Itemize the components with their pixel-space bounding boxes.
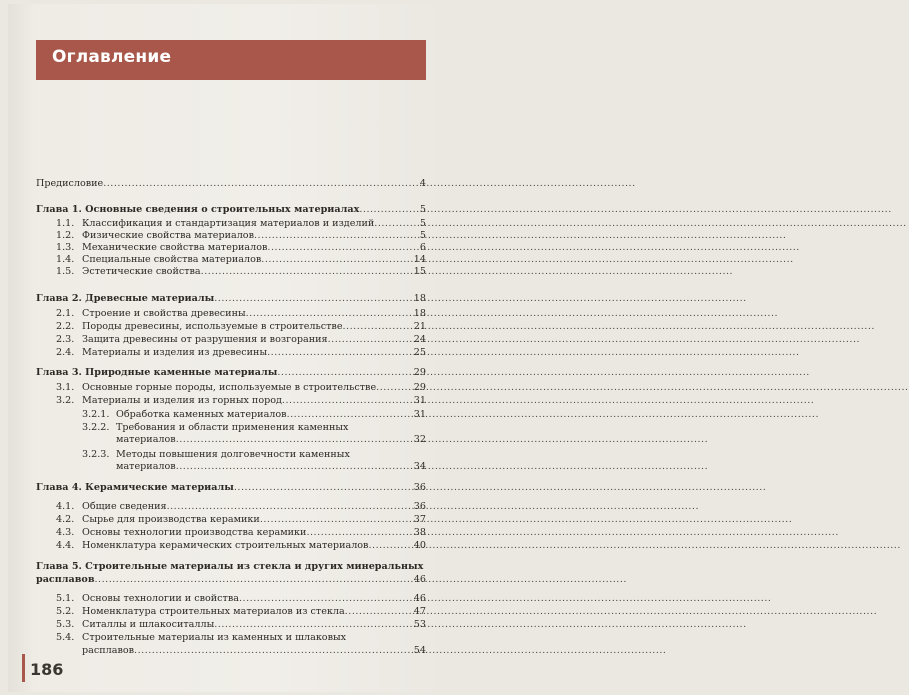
toc-section[interactable]: [56, 395, 426, 407]
toc-page-number: 32: [413, 434, 426, 445]
toc-page-number: 47: [413, 606, 426, 617]
dot-leader: [103, 178, 419, 190]
toc-chapter-label: Глава 4. Керамические материалы: [36, 482, 234, 493]
toc-page-number: 40: [413, 540, 426, 551]
toc-page-number: 6: [419, 242, 426, 253]
toc-page-number: 29: [413, 382, 426, 393]
toc-section-number: 4.3.: [56, 527, 75, 538]
dot-leader: [345, 606, 413, 618]
toc-section-number: 5.1.: [56, 593, 75, 604]
toc-subsection-continued[interactable]: [116, 461, 426, 473]
toc-page-number: 37: [413, 514, 426, 525]
toc-chapter-label: Глава 3. Природные каменные материалы: [36, 367, 278, 378]
toc-subsection-label: 3.2.2.: [82, 422, 110, 433]
toc-section-number: 4.2.: [56, 514, 75, 525]
dot-leader: [260, 514, 413, 526]
toc-section[interactable]: [56, 308, 426, 320]
dot-leader: [234, 482, 413, 494]
toc-chapter-5-label[interactable]: Глава 5. Строительные материалы из стекла и других минеральных: [36, 561, 424, 572]
toc-section-number: 3.1.: [56, 382, 75, 393]
dot-leader: [359, 204, 419, 216]
dot-leader: [374, 218, 419, 230]
toc-section-number: 4.4.: [56, 540, 75, 551]
page-title: Оглавление: [52, 47, 172, 67]
toc-section[interactable]: [56, 593, 426, 605]
dot-leader: [214, 293, 413, 305]
toc-section[interactable]: [56, 382, 426, 394]
toc-page-number: 38: [413, 527, 426, 538]
toc-section-label: Эстетические свойства: [82, 266, 201, 277]
toc-section[interactable]: [56, 540, 426, 552]
toc-subsection[interactable]: [82, 409, 426, 421]
dot-leader: [261, 254, 413, 266]
toc-section-label: Основы технологии и свойства: [82, 593, 239, 604]
toc-subsection-number: 3.2.3.: [82, 449, 110, 460]
dot-leader: [246, 308, 413, 320]
toc-section-label: Общие сведения: [82, 501, 167, 512]
dot-leader: [254, 230, 419, 242]
toc-section-label: Защита древесины от разрушения и возгорания: [82, 334, 328, 345]
toc-page-number: 29: [413, 367, 426, 378]
toc-chapter-3[interactable]: [36, 367, 426, 379]
dot-leader: [277, 367, 412, 379]
toc-page-number: 14: [413, 254, 426, 265]
dot-leader: [287, 409, 413, 421]
toc-section[interactable]: [56, 266, 426, 278]
toc-section-label: Классификация и стандартизация материалов и изделий: [82, 218, 375, 229]
toc-section-number: 2.2.: [56, 321, 75, 332]
toc-subsection-label[interactable]: Методы повышения долговечности каменных: [116, 449, 350, 460]
toc-page-number: 54: [413, 645, 426, 656]
toc-subsection-label-continued: материалов: [116, 434, 176, 445]
toc-page-number: 36: [413, 482, 426, 493]
toc-page-number: 5: [419, 218, 426, 229]
toc-chapter-5[interactable]: [36, 574, 426, 586]
toc-section-label: Строение и свойства древесины: [82, 308, 246, 319]
toc-section[interactable]: [56, 619, 426, 631]
toc-subsection-number: 3.2.1.: [82, 409, 110, 420]
toc-section-label: Ситаллы и шлакоситаллы: [82, 619, 215, 630]
toc-section[interactable]: [56, 254, 426, 266]
toc-section-label[interactable]: Строительные материалы из каменных и шлаковых: [82, 632, 347, 643]
toc-subsection-label-continued: материалов: [116, 461, 176, 472]
toc-section-label: Материалы и изделия из горных пород: [82, 395, 282, 406]
toc-section[interactable]: [56, 606, 426, 618]
dot-leader: [176, 434, 413, 446]
toc-section-label-continued: расплавов: [82, 645, 135, 656]
toc-page-number: 53: [413, 619, 426, 630]
toc-page-number: 4: [419, 178, 426, 189]
toc-section[interactable]: [56, 230, 426, 242]
dot-leader: [282, 395, 413, 407]
toc-section[interactable]: [56, 514, 426, 526]
toc-section-label: Номенклатура строительных материалов из стекла: [82, 606, 345, 617]
toc-section[interactable]: [56, 527, 426, 539]
page-number-accent-bar: [22, 654, 25, 682]
toc-section-number: 1.1.: [56, 218, 75, 229]
toc-section-number: 1.5.: [56, 266, 75, 277]
toc-subsection-continued[interactable]: [116, 434, 426, 446]
dot-leader: [328, 334, 413, 346]
toc-section[interactable]: [56, 242, 426, 254]
toc-section-number: 1.2.: [56, 230, 75, 241]
toc-section-number: 1.3.: [56, 242, 75, 253]
page-number: 186: [30, 660, 64, 679]
toc-page-number: 34: [413, 461, 426, 472]
toc-section-number: 5.2.: [56, 606, 75, 617]
toc-section-number: 2.4.: [56, 347, 75, 358]
toc-page-number: 15: [413, 266, 426, 277]
dot-leader: [214, 619, 413, 631]
toc-page-number: 24: [413, 334, 426, 345]
toc-section[interactable]: [56, 334, 426, 346]
toc-section[interactable]: [56, 347, 426, 359]
toc-entry-preface[interactable]: [36, 178, 426, 190]
toc-page-number: 46: [413, 593, 426, 604]
dot-leader: [167, 501, 413, 513]
toc-section-label: Номенклатура керамических строительных материалов: [82, 540, 369, 551]
toc-page-number: 21: [413, 321, 426, 332]
toc-section-number: 5.4.: [56, 632, 75, 643]
toc-page-number: 18: [413, 308, 426, 319]
toc-section-label: Сырье для производства керамики: [82, 514, 260, 525]
toc-page-number: 46: [413, 574, 426, 585]
dot-leader: [368, 540, 412, 552]
toc-subsection-label: Обработка каменных материалов: [116, 409, 287, 420]
toc-section-number: 1.4.: [56, 254, 75, 265]
toc-section-number: 4.1.: [56, 501, 75, 512]
toc-section-label: Материалы и изделия из древесины: [82, 347, 268, 358]
toc-section[interactable]: [56, 321, 426, 333]
toc-chapter-4[interactable]: [36, 482, 426, 494]
dot-leader: [239, 593, 413, 605]
toc-section-label: Специальные свойства материалов: [82, 254, 262, 265]
toc-chapter-label-continued: расплавов: [36, 574, 95, 585]
toc-section-number: 2.3.: [56, 334, 75, 345]
dot-leader: [376, 382, 413, 394]
toc-chapter-label: Глава 2. Древесные материалы: [36, 293, 215, 304]
dot-leader: [343, 321, 413, 333]
toc-page-number: 36: [413, 501, 426, 512]
toc-section-label: Породы древесины, используемые в строительстве: [82, 321, 343, 332]
toc-page-number: 31: [413, 409, 426, 420]
toc-page-number: 5: [419, 204, 426, 215]
toc-entry-label: Предисловие: [36, 178, 104, 189]
toc-section[interactable]: [56, 218, 426, 230]
toc-section[interactable]: [56, 501, 426, 513]
toc-section-label: Основные горные породы, используемые в строительстве: [82, 382, 377, 393]
dot-leader: [267, 347, 413, 359]
dot-leader: [267, 242, 418, 254]
dot-leader: [134, 645, 413, 657]
toc-section-label: Механические свойства материалов: [82, 242, 268, 253]
dot-leader: [201, 266, 413, 278]
toc-page-number: 18: [413, 293, 426, 304]
toc-section-label: Основы технологии производства керамики: [82, 527, 307, 538]
toc-section-number: 2.1.: [56, 308, 75, 319]
dot-leader: [306, 527, 412, 539]
toc-chapter-1[interactable]: [36, 204, 426, 216]
toc-chapter-2[interactable]: [36, 293, 426, 305]
toc-section-number: 5.3.: [56, 619, 75, 630]
toc-chapter-label: Глава 1. Основные сведения о строительных материалах: [36, 204, 360, 215]
toc-section-number: 3.2.: [56, 395, 75, 406]
toc-page-number: 25: [413, 347, 426, 358]
table-of-contents: [0, 0, 450, 695]
dot-leader: [95, 574, 413, 586]
toc-page-number: 5: [419, 230, 426, 241]
toc-section-continued[interactable]: [82, 645, 426, 657]
toc-section-label: Физические свойства материалов: [82, 230, 254, 241]
dot-leader: [176, 461, 413, 473]
toc-subsection-label[interactable]: Требования и области применения каменных: [116, 422, 349, 433]
toc-page-number: 31: [413, 395, 426, 406]
